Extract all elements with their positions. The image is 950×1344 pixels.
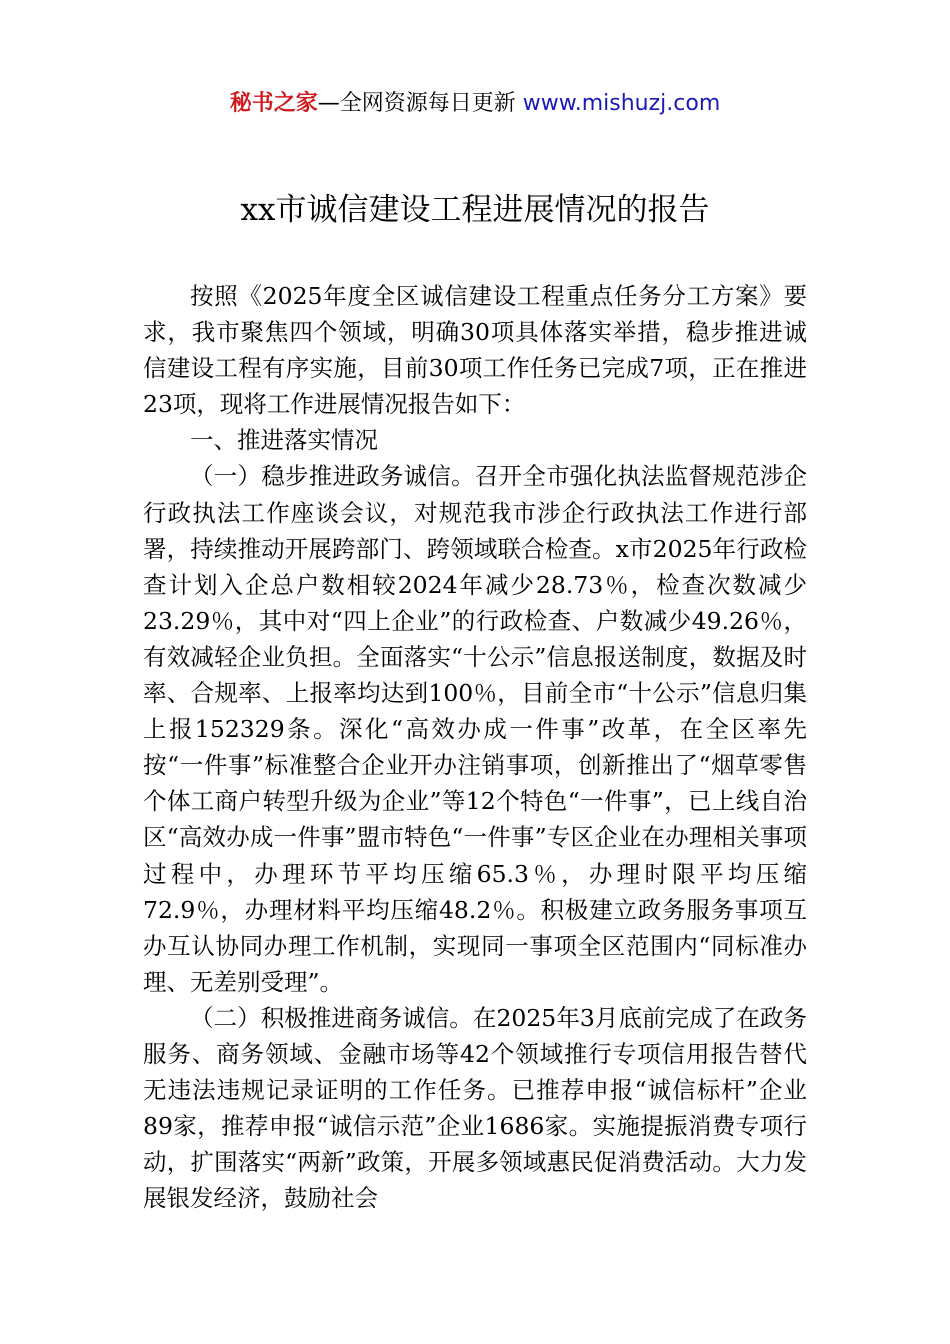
document-body bbox=[143, 278, 807, 1216]
site-banner bbox=[0, 88, 950, 120]
intro-paragraph: 按照《2025年度全区诚信建设工程重点任务分工方案》要求，我市聚焦四个领域，明确30项具体落实举措，稳步推进诚信建设工程有序实施，目前30项工作任务已完成7项，正在推进23项，现将工作进展情况报告如下： bbox=[143, 282, 807, 419]
business-integrity-paragraph: （二）积极推进商务诚信。在2025年3月底前完成了在政务服务、商务领域、金融市场等42个领域推行专项信用报告替代无违法违规记录证明的工作任务。已推荐申报“诚信标杆”企业89家，推荐申报“诚信示范”企业1686家。实施提振消费专项行动，扩围落实“两新”政策，开展多领域惠民促消费活动。大力发展银发经济，鼓励社会 bbox=[143, 1003, 807, 1213]
site-url-link[interactable]: www.mishuzj.com bbox=[522, 91, 721, 116]
government-integrity-paragraph: （一）稳步推进政务诚信。召开全市强化执法监督规范涉企行政执法工作座谈会议，对规范我市涉企行政执法工作进行部署，持续推动开展跨部门、跨领域联合检查。x市2025年行政检查计划入企总户数相较2024年减少28.73％，检查次数减少23.29％，其中对“四上企业”的行政检查、户数减少49.26％，有效减轻企业负担。全面落实“十公示”信息报送制度，数据及时率、合规率、上报率均达到100％，目前全市“十公示”信息归集上报152329条。深化“高效办成一件事”改革，在全区率先按“一件事”标准整合企业开办注销事项，创新推出了“烟草零售个体工商户转型升级为企业”等12个特色“一件事”，已上线自治区“高效办成一件事”盟市特色“一件事”专区企业在办理相关事项过程中，办理环节平均压缩65.3％，办理时限平均压缩72.9％，办理材料平均压缩48.2％。积极建立政务服务事项互办互认协同办理工作机制，实现同一事项全区范围内“同标准办理、无差别受理”。 bbox=[143, 462, 807, 996]
brand-name: 秘书之家 bbox=[229, 91, 318, 116]
document-title: xx市诚信建设工程进展情况的报告 bbox=[240, 192, 710, 228]
banner-tagline: —全网资源每日更新 bbox=[317, 91, 523, 116]
section-heading: 一、推进落实情况 bbox=[190, 426, 378, 455]
